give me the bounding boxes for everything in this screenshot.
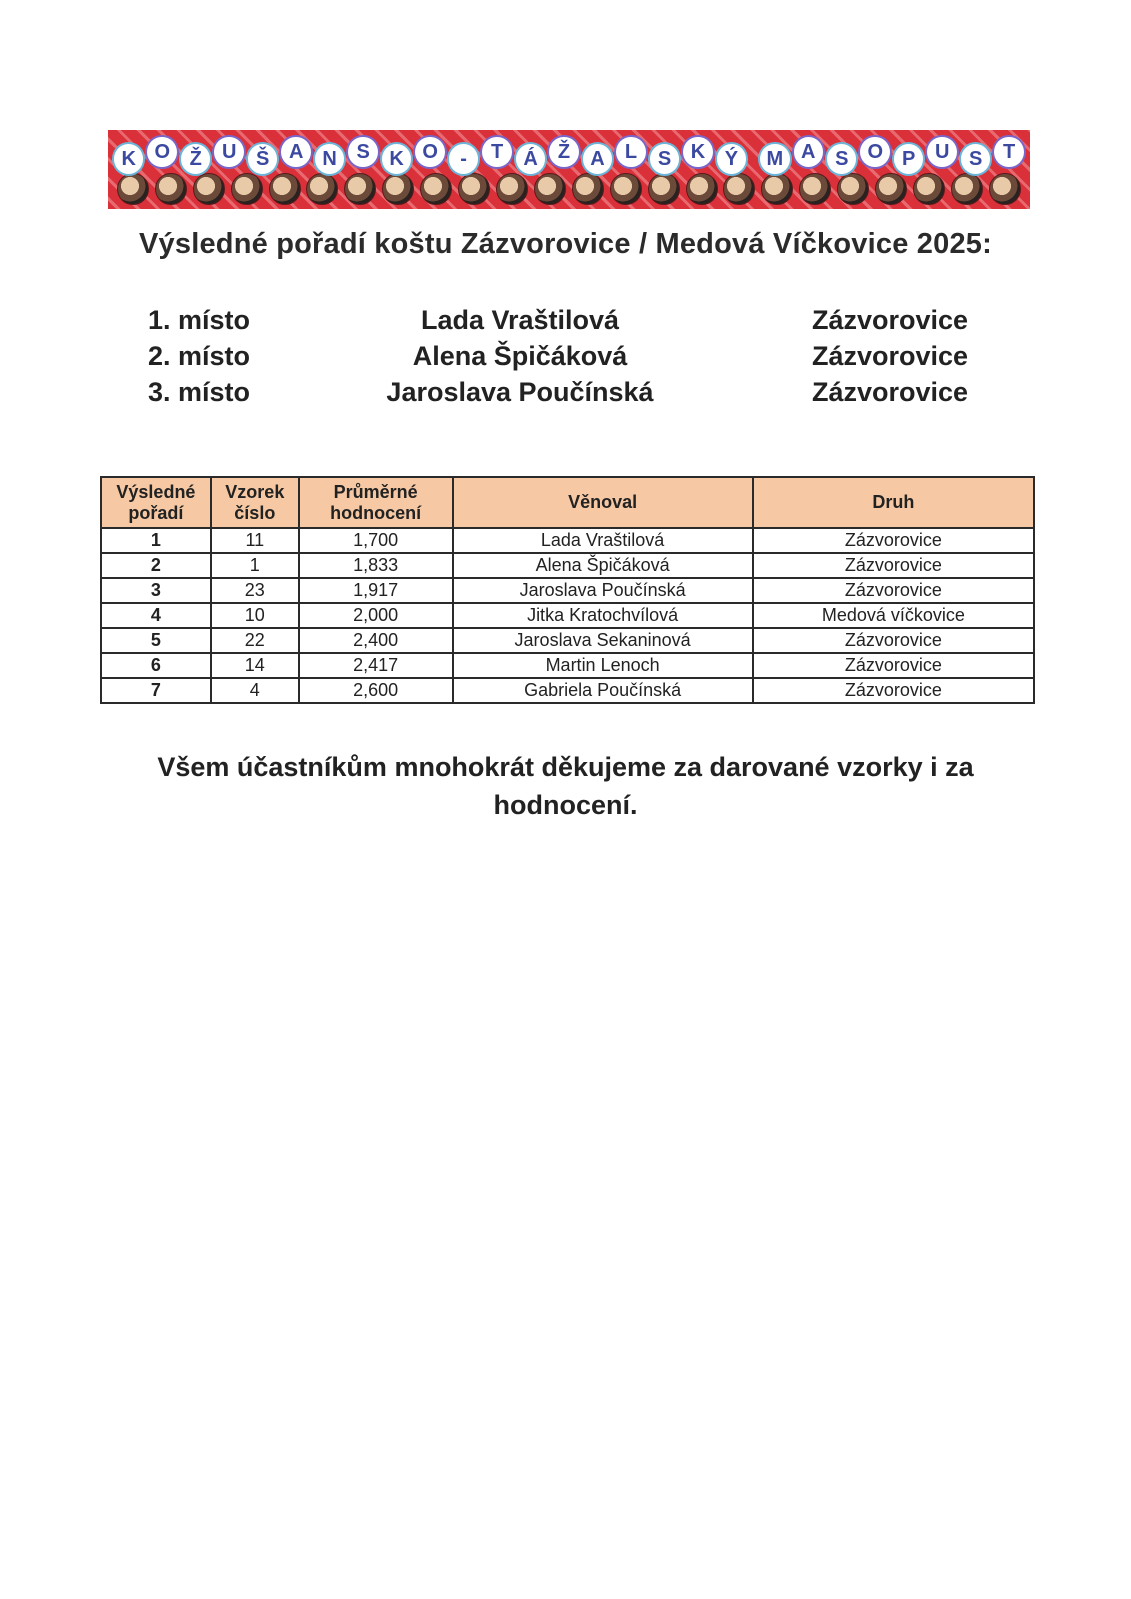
podium-town: Zázvorovice — [812, 341, 969, 371]
banner-letter: S — [959, 142, 992, 176]
cell-average: 1,833 — [299, 553, 453, 578]
masopust-banner — [108, 130, 1030, 209]
cell-rank: 1 — [101, 528, 211, 553]
header-average — [299, 477, 453, 528]
cell-donor: Jitka Kratochvílová — [453, 603, 753, 628]
banner-letter: N — [313, 142, 346, 176]
banner-letter: P — [892, 142, 925, 176]
podium-place: 2. místo — [148, 341, 251, 371]
cell-rank: 7 — [101, 678, 211, 703]
photo-face — [686, 173, 718, 205]
cell-kind: Zázvorovice — [753, 553, 1034, 578]
cell-donor: Gabriela Poučínská — [453, 678, 753, 703]
banner-letter: S — [648, 142, 681, 176]
page-title: Výsledné pořadí koštu Zázvorovice / Medová Víčkovice 2025: — [139, 228, 992, 260]
banner-letter: A — [279, 135, 312, 169]
photo-face — [382, 173, 414, 205]
banner-title-letters — [112, 132, 1026, 172]
cell-average: 2,417 — [299, 653, 453, 678]
podium-row — [0, 341, 1131, 377]
banner-letter: S — [346, 135, 379, 169]
podium-name: Jaroslava Poučínská — [386, 377, 654, 407]
cell-kind: Zázvorovice — [753, 678, 1034, 703]
photo-face — [761, 173, 793, 205]
table-row — [101, 578, 1034, 603]
cell-donor: Jaroslava Sekaninová — [453, 628, 753, 653]
cell-sample: 4 — [211, 678, 299, 703]
table-row — [101, 653, 1034, 678]
cell-sample: 11 — [211, 528, 299, 553]
photo-face — [420, 173, 452, 205]
table-row — [101, 528, 1034, 553]
table-row — [101, 603, 1034, 628]
table-row — [101, 553, 1034, 578]
header-average-line1: Průměrné — [333, 481, 418, 502]
photo-face — [799, 173, 831, 205]
banner-letter: K — [380, 142, 413, 176]
banner-letter: U — [925, 135, 958, 169]
cell-rank: 4 — [101, 603, 211, 628]
banner-letter: A — [792, 135, 825, 169]
photo-face — [344, 173, 376, 205]
photo-face — [193, 173, 225, 205]
results-table — [100, 476, 1035, 704]
thank-you-line2: hodnocení. — [493, 790, 638, 820]
banner-letter: S — [825, 142, 858, 176]
cell-average: 2,000 — [299, 603, 453, 628]
cell-kind: Zázvorovice — [753, 578, 1034, 603]
photo-face — [648, 173, 680, 205]
header-rank — [101, 477, 211, 528]
header-sample — [211, 477, 299, 528]
thank-you-note — [0, 748, 1131, 824]
header-rank-line2: pořadí — [128, 502, 184, 523]
header-average-line2: hodnocení — [330, 502, 422, 523]
photo-face — [306, 173, 338, 205]
cell-kind: Zázvorovice — [753, 528, 1034, 553]
cell-sample: 14 — [211, 653, 299, 678]
photo-face — [534, 173, 566, 205]
cell-sample: 23 — [211, 578, 299, 603]
cell-kind: Zázvorovice — [753, 628, 1034, 653]
table-row — [101, 628, 1034, 653]
podium-town: Zázvorovice — [812, 377, 969, 407]
photo-face — [837, 173, 869, 205]
cell-rank: 5 — [101, 628, 211, 653]
photo-face — [572, 173, 604, 205]
banner-letter: A — [581, 142, 614, 176]
header-sample-line2: číslo — [234, 502, 276, 523]
photo-face — [155, 173, 187, 205]
cell-average: 1,917 — [299, 578, 453, 603]
cell-sample: 10 — [211, 603, 299, 628]
banner-letter: K — [681, 135, 714, 169]
cell-donor: Alena Špičáková — [453, 553, 753, 578]
banner-letter: Š — [246, 142, 279, 176]
banner-letter: T — [992, 135, 1025, 169]
podium-town: Zázvorovice — [812, 305, 969, 335]
banner-letter: Ž — [547, 135, 580, 169]
thank-you-line1: Všem účastníkům mnohokrát děkujeme za darované vzorky i za — [157, 752, 974, 782]
banner-letter: M — [758, 142, 791, 176]
banner-letter: T — [480, 135, 513, 169]
podium-name: Lada Vraštilová — [420, 305, 620, 335]
table-header-row — [101, 477, 1034, 528]
photo-face — [951, 173, 983, 205]
photo-face — [989, 173, 1021, 205]
podium-place: 1. místo — [148, 305, 251, 335]
banner-letter: Á — [514, 142, 547, 176]
photo-face — [913, 173, 945, 205]
header-donor: Věnoval — [453, 477, 753, 528]
banner-letter: Ý — [715, 142, 748, 176]
photo-face — [610, 173, 642, 205]
banner-letter: K — [112, 142, 145, 176]
banner-letter: O — [858, 135, 891, 169]
table-row — [101, 678, 1034, 703]
cell-sample: 22 — [211, 628, 299, 653]
cell-kind: Medová víčkovice — [753, 603, 1034, 628]
podium-row — [0, 377, 1131, 413]
photo-face — [117, 173, 149, 205]
podium-place: 3. místo — [148, 377, 251, 407]
podium-list — [0, 305, 1131, 413]
photo-face — [496, 173, 528, 205]
photo-face — [723, 173, 755, 205]
banner-letter: O — [145, 135, 178, 169]
banner-letter: U — [212, 135, 245, 169]
cell-average: 2,600 — [299, 678, 453, 703]
banner-letter: Ž — [179, 142, 212, 176]
banner-letter: L — [614, 135, 647, 169]
cell-donor: Jaroslava Poučínská — [453, 578, 753, 603]
cell-kind: Zázvorovice — [753, 653, 1034, 678]
header-kind: Druh — [753, 477, 1034, 528]
podium-row — [0, 305, 1131, 341]
cell-rank: 3 — [101, 578, 211, 603]
photo-face — [875, 173, 907, 205]
photo-face — [231, 173, 263, 205]
cell-average: 1,700 — [299, 528, 453, 553]
photo-face — [269, 173, 301, 205]
cell-rank: 2 — [101, 553, 211, 578]
header-rank-line1: Výsledné — [116, 481, 196, 502]
banner-letter: O — [413, 135, 446, 169]
cell-donor: Martin Lenoch — [453, 653, 753, 678]
cell-sample: 1 — [211, 553, 299, 578]
cell-average: 2,400 — [299, 628, 453, 653]
header-sample-line1: Vzorek — [225, 481, 285, 502]
cell-donor: Lada Vraštilová — [453, 528, 753, 553]
podium-name: Alena Špičáková — [412, 341, 628, 371]
photo-face — [458, 173, 490, 205]
cell-rank: 6 — [101, 653, 211, 678]
banner-letter: - — [447, 142, 480, 176]
